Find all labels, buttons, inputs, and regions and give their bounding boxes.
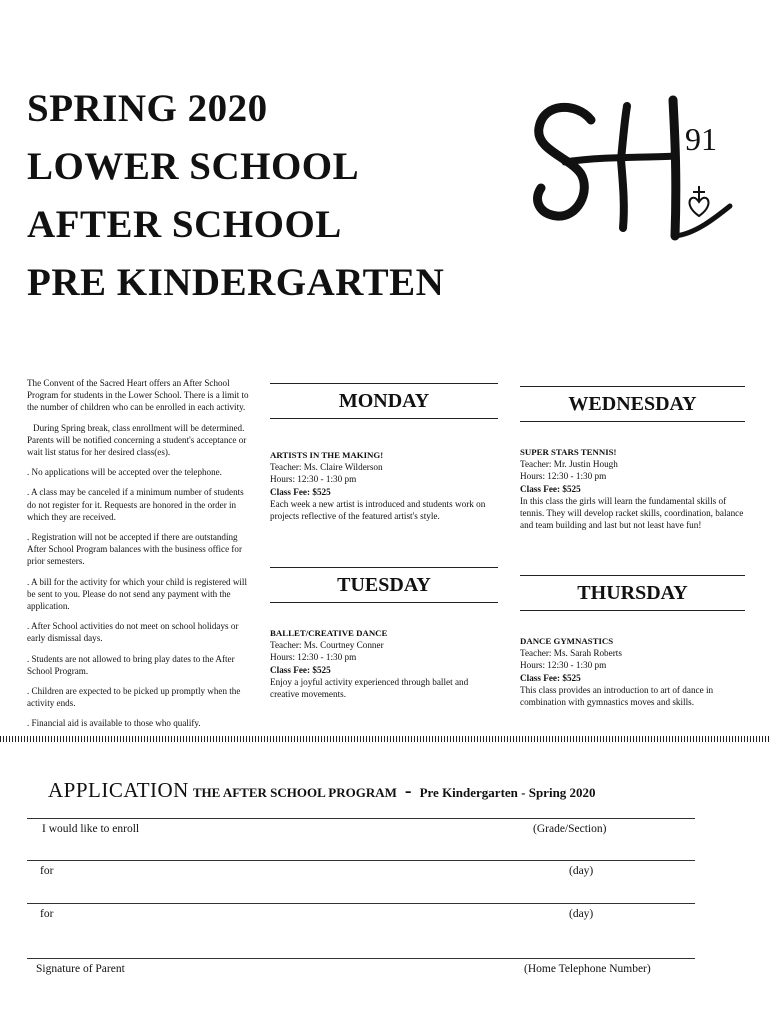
- application-dash: -: [404, 780, 412, 802]
- class-fee: Class Fee: $525: [520, 672, 581, 683]
- day-line-1[interactable]: [27, 860, 695, 861]
- policy-item: . No applications will be accepted over the telephone.: [27, 467, 222, 478]
- class-hours: Hours: 12:30 - 1:30 pm: [520, 471, 607, 482]
- intro-column: [27, 377, 255, 738]
- enroll-line[interactable]: [27, 818, 695, 819]
- svg-text:91: 91: [685, 121, 717, 157]
- intro-paragraph: The Convent of the Sacred Heart offers an After School Program for students in the Lower School. There is a limit to the number of children who can be enrolled in each activity.: [27, 378, 249, 413]
- day-line-2[interactable]: [27, 903, 695, 904]
- day-label: (day): [569, 865, 594, 877]
- title-line: PRE KINDERGARTEN: [27, 261, 445, 304]
- class-fee: Class Fee: $525: [270, 664, 331, 675]
- for-label: for: [40, 908, 54, 920]
- policy-item: . Students are not allowed to bring play dates to the After School Program.: [27, 653, 235, 676]
- for-label: for: [40, 865, 54, 877]
- signature-line[interactable]: [27, 958, 695, 959]
- school-logo: [525, 88, 745, 243]
- day-heading: TUESDAY: [337, 574, 431, 596]
- class-name: ARTISTS IN THE MAKING!: [270, 450, 384, 460]
- page-title: [27, 80, 444, 312]
- class-fee: Class Fee: $525: [270, 486, 331, 497]
- policy-item: . Registration will not be accepted if there are outstanding After School Program balances with the business office for prior semesters.: [27, 532, 242, 567]
- class-hours: Hours: 12:30 - 1:30 pm: [520, 660, 607, 671]
- wednesday-section: [520, 386, 745, 531]
- class-teacher: Teacher: Ms. Courtney Conner: [270, 640, 384, 651]
- policy-item: . After School activities do not meet on school holidays or early dismissal days.: [27, 621, 239, 644]
- policy-item: . Children are expected to be picked up promptly when the activity ends.: [27, 686, 241, 709]
- class-description: This class provides an introduction to art of dance in combination with gymnastics moves and skills.: [520, 684, 714, 708]
- day-heading: WEDNESDAY: [568, 393, 697, 415]
- policy-item: . A class may be canceled if a minimum number of students do not register for it. Requests are honored in the order in which they are received.: [27, 487, 244, 522]
- divider: [270, 567, 498, 568]
- class-teacher: Teacher: Mr. Justin Hough: [520, 459, 618, 470]
- class-name: SUPER STARS TENNIS!: [520, 447, 617, 457]
- policy-item: . A bill for the activity for which your child is registered will be sent to you. Please do not send any payment with the application.: [27, 576, 247, 612]
- application-heading: [48, 778, 596, 803]
- application-word: APPLICATION: [48, 778, 189, 802]
- class-name: DANCE GYMNASTICS: [520, 636, 614, 646]
- application-program: THE AFTER SCHOOL PROGRAM: [192, 785, 397, 800]
- class-fee: Class Fee: $525: [520, 483, 581, 494]
- class-hours: Hours: 12:30 - 1:30 pm: [270, 652, 357, 663]
- class-name: BALLET/CREATIVE DANCE: [270, 628, 388, 638]
- title-line: LOWER SCHOOL: [27, 145, 360, 188]
- phone-label: (Home Telephone Number): [524, 963, 651, 975]
- application-subtitle: Pre Kindergarten - Spring 2020: [419, 785, 596, 800]
- day-label: (day): [569, 908, 594, 920]
- grade-label: (Grade/Section): [533, 823, 607, 835]
- sh-monogram-icon: [525, 88, 745, 243]
- title-line: SPRING 2020: [27, 87, 268, 130]
- signature-label: Signature of Parent: [36, 963, 125, 975]
- thursday-section: [520, 575, 745, 708]
- cut-line-divider: [0, 736, 770, 742]
- class-teacher: Teacher: Ms. Sarah Roberts: [520, 648, 622, 659]
- class-description: Each week a new artist is introduced and students work on projects reflective of the featured artist's style.: [270, 498, 486, 522]
- class-description: In this class the girls will learn the fundamental skills of tennis. They will develop racket skills, coordination, balance and team building and last but not least have fun!: [520, 495, 744, 531]
- class-hours: Hours: 12:30 - 1:30 pm: [270, 474, 357, 485]
- divider: [520, 575, 745, 576]
- monday-section: [270, 383, 498, 522]
- divider: [270, 383, 498, 384]
- tuesday-section: [270, 567, 498, 700]
- enroll-label: I would like to enroll: [42, 823, 140, 835]
- class-description: Enjoy a joyful activity experienced through ballet and creative movements.: [270, 676, 469, 700]
- class-teacher: Teacher: Ms. Claire Wilderson: [270, 462, 383, 473]
- day-heading: THURSDAY: [577, 582, 688, 604]
- title-line: AFTER SCHOOL: [27, 203, 342, 246]
- intro-paragraph: During Spring break, class enrollment will be determined. Parents will be notified concerning a student's acceptance or wait list status for her desired class(es).: [27, 422, 247, 458]
- day-heading: MONDAY: [338, 390, 430, 412]
- policy-item: . Financial aid is available to those who qualify.: [27, 718, 201, 729]
- divider: [520, 386, 745, 387]
